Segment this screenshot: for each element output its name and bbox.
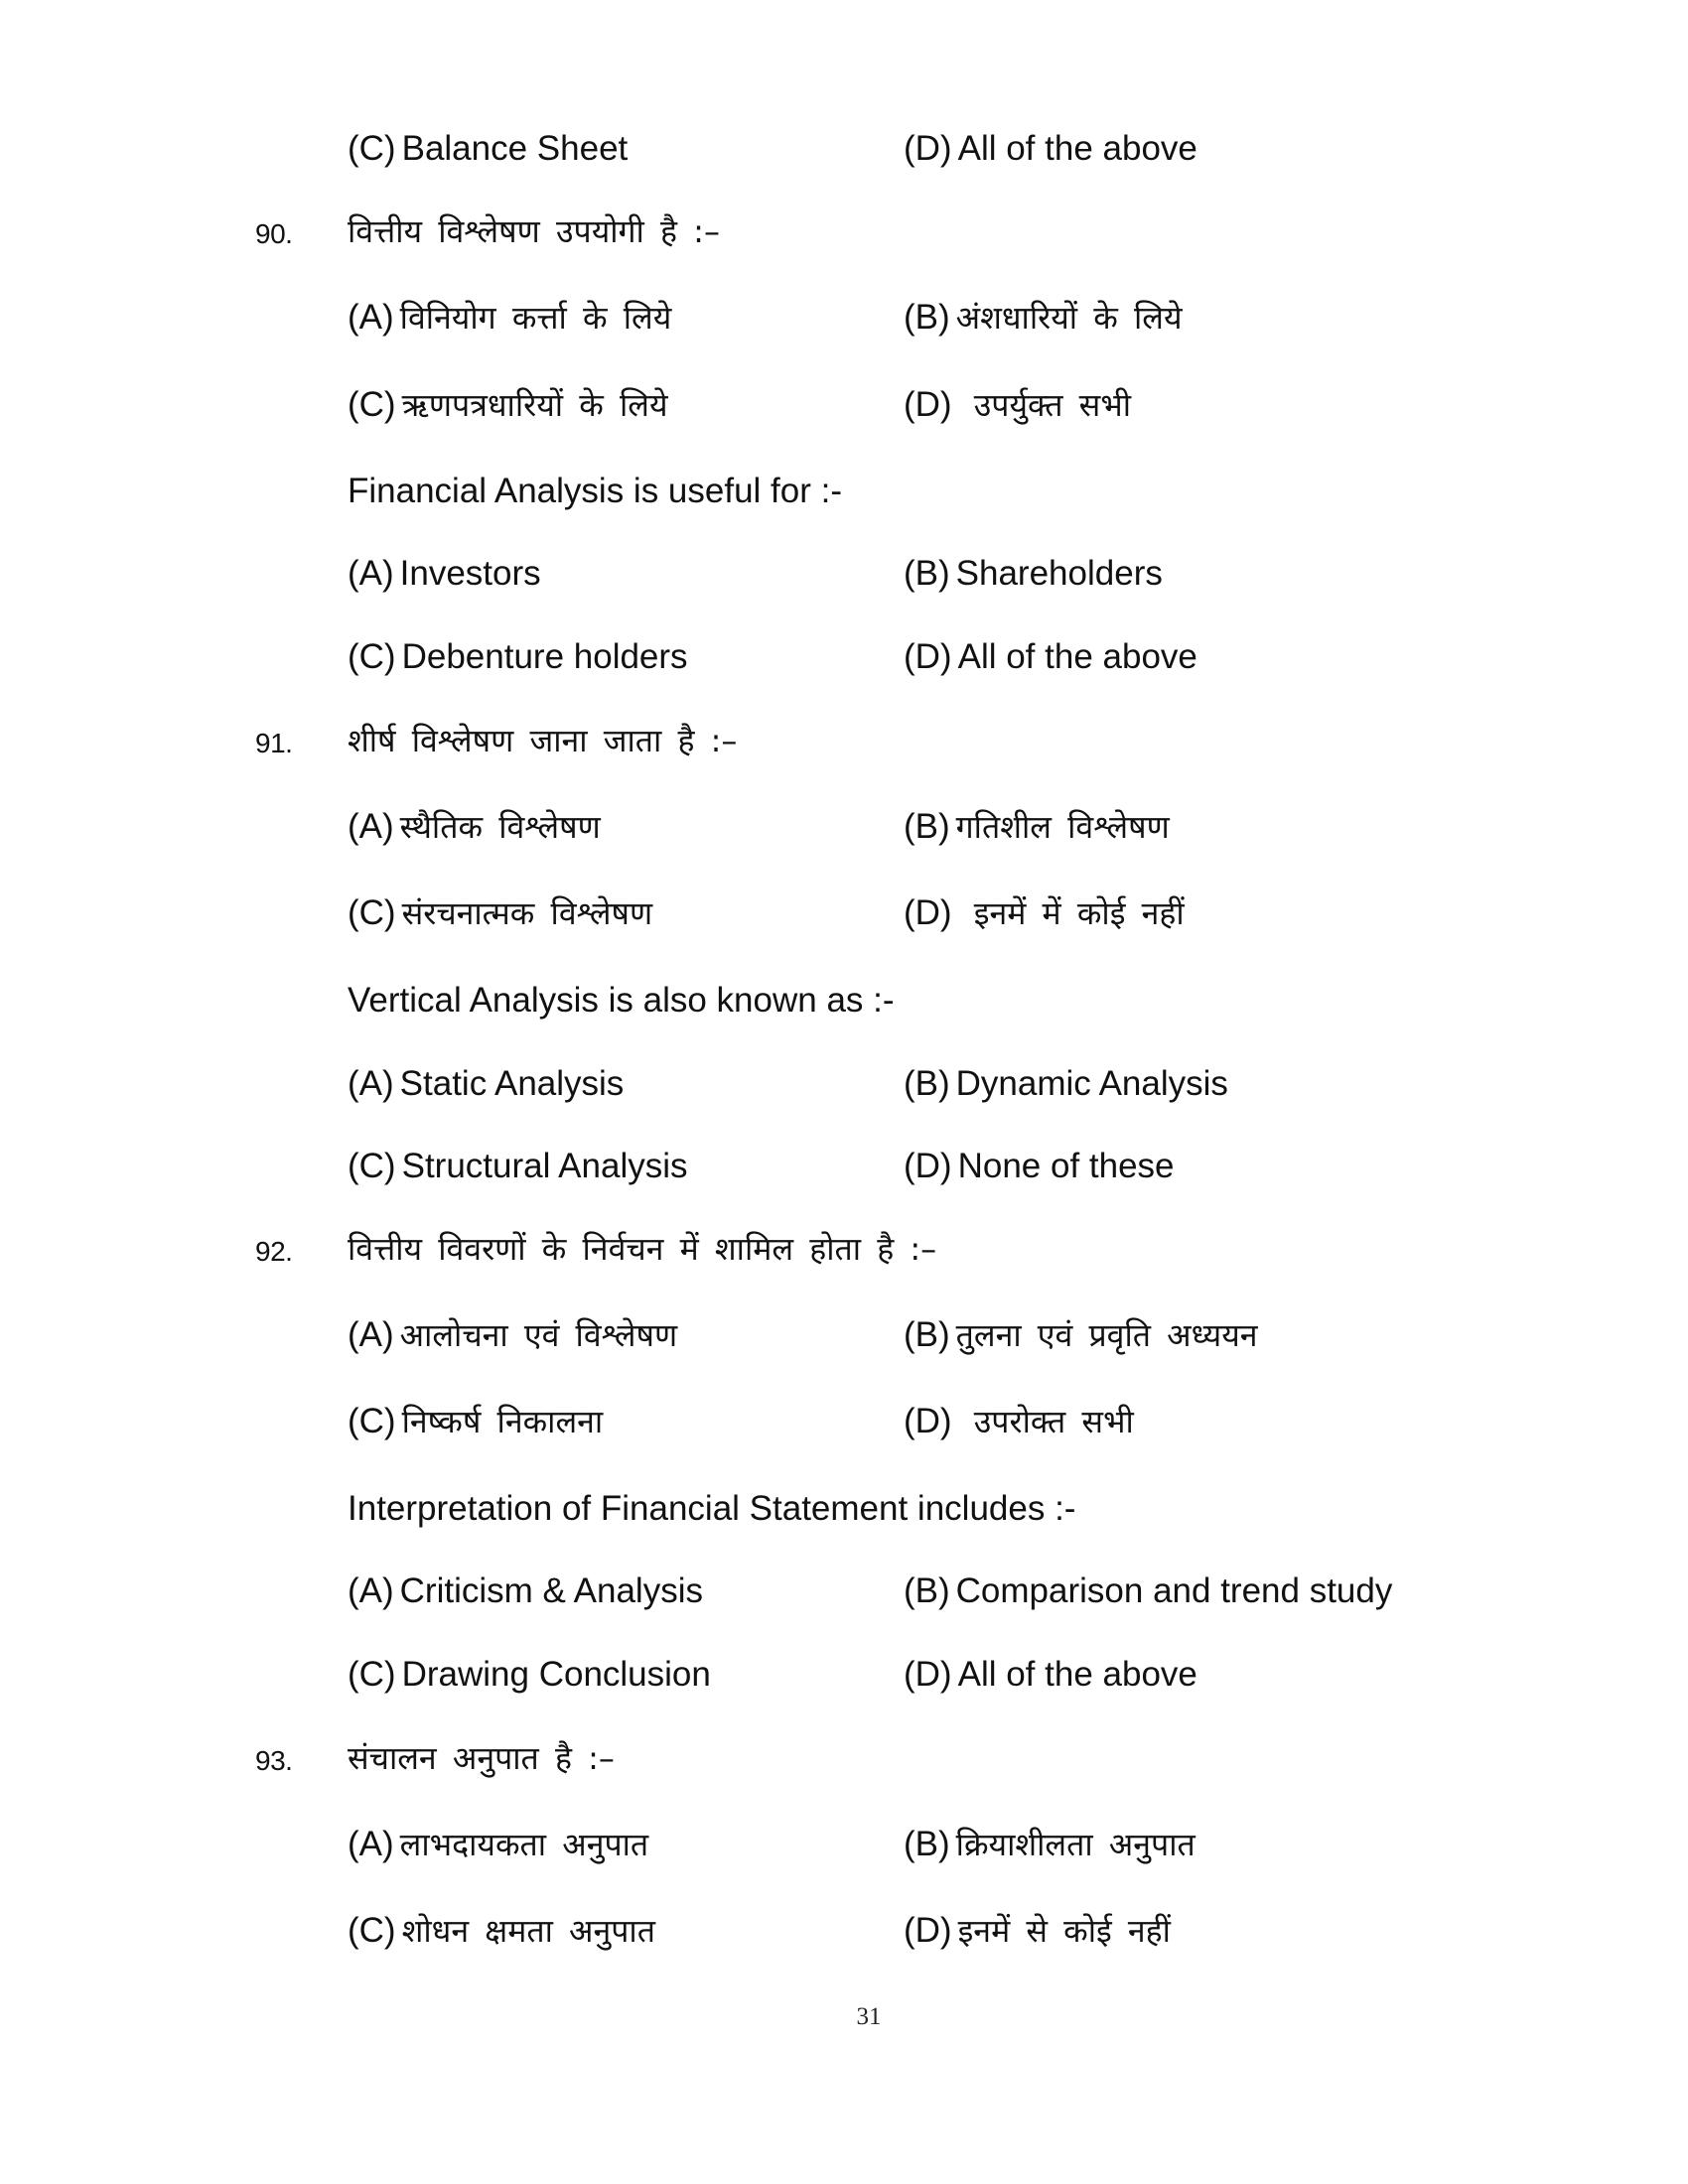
option-d (904, 380, 1131, 430)
option-b (904, 1567, 1392, 1616)
option-text: इनमें में कोई नहीं (957, 894, 1185, 932)
option-text: All of the above (957, 1655, 1197, 1694)
option-b (904, 1310, 1258, 1360)
option-label: (A) (348, 1315, 394, 1354)
option-c (348, 380, 668, 430)
question-text-hindi: संचालन अनुपात है :– (348, 1739, 615, 1777)
option-text: विनियोग कर्त्ता के लिये (399, 299, 672, 337)
option-label: (A) (348, 807, 394, 846)
option-text: उपर्युक्त सभी (957, 386, 1132, 424)
option-label: (C) (348, 893, 396, 932)
option-label: (C) (348, 1655, 396, 1694)
option-c (348, 632, 688, 682)
option-text: स्थैतिक विश्लेषण (399, 808, 601, 846)
question-number: 92. (255, 1236, 293, 1267)
option-a (348, 293, 671, 342)
option-label: (D) (904, 1402, 952, 1440)
option-text: तुलना एवं प्रवृति अध्ययन (955, 1316, 1258, 1354)
option-text: शोधन क्षमता अनुपात (401, 1912, 655, 1950)
option-text: आलोचना एवं विश्लेषण (399, 1316, 678, 1354)
option-label: (C) (348, 637, 396, 676)
option-a (348, 1820, 648, 1869)
option-label: (B) (904, 1315, 950, 1354)
option-text: Criticism & Analysis (399, 1571, 703, 1610)
option-text: Investors (399, 554, 541, 593)
option-text: उपरोक्त सभी (957, 1403, 1134, 1440)
option-d (904, 124, 1197, 174)
option-a (348, 1059, 624, 1109)
option-b (904, 293, 1183, 342)
option-label: (B) (904, 807, 950, 846)
question-number: 93. (255, 1745, 293, 1776)
option-label: (D) (904, 1655, 952, 1694)
option-text: गतिशील विश्लेषण (955, 808, 1170, 846)
option-a (348, 1567, 703, 1616)
option-label: (B) (904, 1825, 950, 1863)
question-text-english: Vertical Analysis is also known as :- (348, 981, 895, 1020)
page-number: 31 (856, 2003, 882, 2030)
option-label: (B) (904, 554, 950, 593)
option-b (904, 802, 1170, 852)
option-text: Structural Analysis (401, 1147, 688, 1185)
option-text: All of the above (957, 637, 1197, 676)
option-label: (C) (348, 1402, 396, 1440)
option-d (904, 1906, 1171, 1956)
option-label: (B) (904, 298, 950, 337)
option-d (904, 632, 1197, 682)
option-text: संरचनात्मक विश्लेषण (401, 894, 653, 932)
option-text: Shareholders (955, 554, 1163, 593)
option-label: (A) (348, 1064, 394, 1103)
option-label: (B) (904, 1064, 950, 1103)
question-text-english: Interpretation of Financial Statement includes :- (348, 1489, 1076, 1528)
question-text-hindi: शीर्ष विश्लेषण जाना जाता है :– (348, 722, 738, 759)
option-a (348, 1310, 677, 1360)
question-text-english: Financial Analysis is useful for :- (348, 472, 842, 510)
option-d (904, 1650, 1197, 1700)
option-text: Comparison and trend study (955, 1571, 1393, 1610)
option-text: Drawing Conclusion (401, 1655, 711, 1694)
option-text: लाभदायकता अनुपात (399, 1826, 649, 1863)
option-label: (C) (348, 129, 396, 168)
option-c (348, 1397, 603, 1446)
option-label: (D) (904, 893, 952, 932)
option-b (904, 1820, 1196, 1869)
option-label: (C) (348, 1147, 396, 1185)
option-label: (D) (904, 1911, 952, 1950)
option-text: Balance Sheet (401, 129, 629, 168)
option-d (904, 888, 1185, 938)
option-text: Dynamic Analysis (955, 1064, 1228, 1103)
option-label: (D) (904, 129, 952, 168)
option-d (904, 1397, 1134, 1446)
option-a (348, 802, 601, 852)
option-label: (A) (348, 1571, 394, 1610)
option-c (348, 888, 652, 938)
option-text: इनमें से कोई नहीं (957, 1912, 1171, 1950)
question-text-hindi: वित्तीय विवरणों के निर्वचन में शामिल होता है :– (348, 1230, 937, 1268)
option-text: Static Analysis (399, 1064, 625, 1103)
option-a (348, 549, 541, 599)
option-c (348, 1142, 688, 1191)
option-label: (A) (348, 298, 394, 337)
option-label: (A) (348, 554, 394, 593)
option-label: (D) (904, 637, 952, 676)
option-c (348, 1650, 711, 1700)
option-label: (D) (904, 1147, 952, 1185)
option-text: Debenture holders (401, 637, 688, 676)
option-label: (C) (348, 385, 396, 424)
option-label: (C) (348, 1911, 396, 1950)
option-label: (A) (348, 1825, 394, 1863)
option-text: क्रियाशीलता अनुपात (955, 1826, 1196, 1863)
option-label: (D) (904, 385, 952, 424)
option-text: निष्कर्ष निकालना (401, 1403, 604, 1440)
option-c (348, 1906, 655, 1956)
option-text: अंशधारियों के लिये (955, 299, 1183, 337)
question-text-hindi: वित्तीय विश्लेषण उपयोगी है :– (348, 212, 720, 250)
question-number: 91. (255, 728, 293, 758)
option-label: (B) (904, 1571, 950, 1610)
option-b (904, 1059, 1228, 1109)
option-text: ऋणपत्रधारियों के लिये (401, 386, 668, 424)
option-d (904, 1142, 1175, 1191)
option-b (904, 549, 1163, 599)
option-c (348, 124, 628, 174)
option-text: All of the above (957, 129, 1197, 168)
option-text: None of these (957, 1147, 1175, 1185)
question-number: 90. (255, 218, 293, 249)
